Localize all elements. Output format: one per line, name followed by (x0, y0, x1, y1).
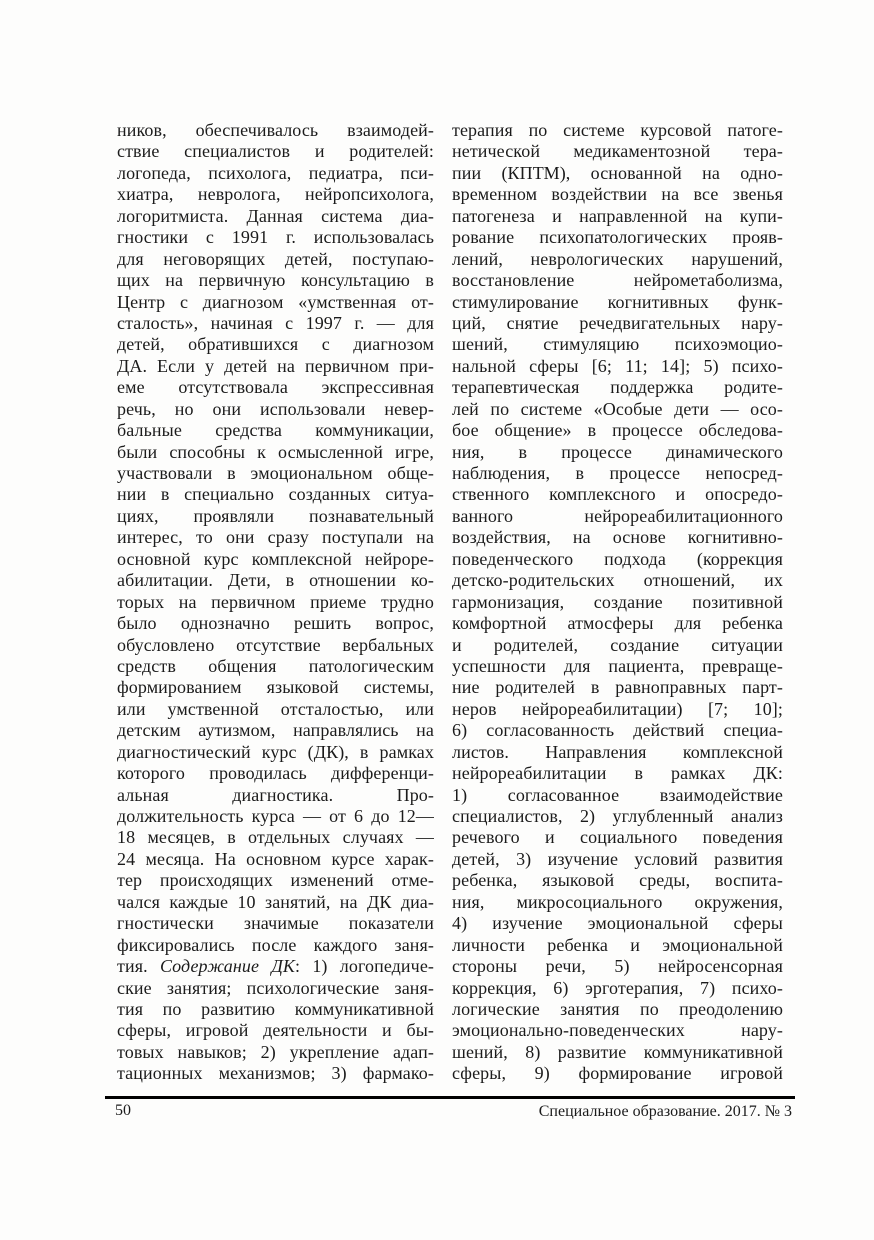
text-line: гармонизация, создание позитивной (452, 591, 783, 612)
text-line: ций, снятие речедвигательных нару- (452, 312, 783, 333)
text-line: стороны речи, 5) нейросенсорная (452, 956, 783, 977)
text-line: неров нейрореабилитации) [7; 10]; (452, 698, 783, 719)
text-line: восстановление нейрометаболизма, (452, 270, 783, 291)
text-line: детей, обратившихся с диагнозом (117, 334, 434, 355)
text-line: ственного комплексного и опосредо- (452, 484, 783, 505)
text-line: 1) согласованное взаимодействие (452, 784, 783, 805)
text-line: альная диагностика. Про- (117, 784, 434, 805)
text-line: ния, микросоциального окружения, (452, 891, 783, 912)
text-line: тационных механизмов; 3) фармако- (117, 1063, 434, 1084)
text-line: листов. Направления комплексной (452, 741, 783, 762)
text-line: нетической медикаментозной тера- (452, 141, 783, 162)
text-line: лений, неврологических нарушений, (452, 248, 783, 269)
text-line: сферы, игровой деятельности и бы- (117, 1020, 434, 1041)
text-line: ников, обеспечивалось взаимодей- (117, 120, 434, 140)
page-number: 50 (115, 1102, 131, 1119)
text-line: успешности для пациента, превраще- (452, 655, 783, 676)
text-line: детско-родительских отношений, их (452, 570, 783, 591)
text-line: были способны к осмысленной игре, (117, 441, 434, 462)
text-line: терапевтическая поддержка родите- (452, 377, 783, 398)
text-line: речь, но они использовали невер- (117, 398, 434, 419)
text-line: стимулирование когнитивных функ- (452, 291, 783, 312)
text-line: нейрореабилитации в рамках ДК: (452, 763, 783, 784)
text-line: хиатра, невролога, нейропсихолога, (117, 184, 434, 205)
text-line: 24 месяца. На основном курсе харак- (117, 848, 434, 869)
text-line: щих на первичную консультацию в (117, 270, 434, 291)
text-line: логопеда, психолога, педиатра, пси- (117, 162, 434, 183)
text-line: рование психопатологических прояв- (452, 227, 783, 248)
text-line: или умственной отсталостью, или (117, 698, 434, 719)
text-line: личности ребенка и эмоциональной (452, 934, 783, 955)
text-line: ские занятия; психологические заня- (117, 977, 434, 998)
text-line: гностически значимые показатели (117, 913, 434, 934)
text-line: было однозначно решить вопрос, (117, 613, 434, 634)
text-line: бое общение» в процессе обследова- (452, 420, 783, 441)
text-line: тия. Содержание ДК: 1) логопедиче- (117, 956, 434, 977)
text-line: еме отсутствовала экспрессивная (117, 377, 434, 398)
text-line: сталость», начиная с 1997 г. — для (117, 312, 434, 333)
text-line: основной курс комплексной нейроре- (117, 548, 434, 569)
text-line: нальной сферы [6; 11; 14]; 5) психо- (452, 355, 783, 376)
text-line: лей по системе «Особые дети — осо- (452, 398, 783, 419)
text-line: 18 месяцев, в отдельных случаях — (117, 827, 434, 848)
text-line: Центр с диагнозом «умственная от- (117, 291, 434, 312)
text-line: специалистов, 2) углубленный анализ (452, 806, 783, 826)
text-line: бальные средства коммуникации, (117, 420, 434, 441)
journal-reference: Специальное образование. 2017. № 3 (538, 1103, 792, 1120)
text-line: патогенеза и направленной на купи- (452, 205, 783, 226)
text-line: ствие специалистов и родителей: (117, 141, 434, 162)
text-line: коррекция, 6) эрготерапия, 7) психо- (452, 977, 783, 998)
text-line: ребенка, языковой среды, воспита- (452, 870, 783, 891)
text-line: шений, 8) развитие коммуникативной (452, 1041, 783, 1062)
text-line: временном воздействии на все звенья (452, 184, 783, 205)
text-line: шений, стимуляцию психоэмоцио- (452, 334, 783, 355)
text-line: 4) изучение эмоциональной сферы (452, 913, 783, 934)
text-line: наблюдения, в процессе непосред- (452, 463, 783, 483)
text-line: детским аутизмом, направлялись на (117, 720, 434, 741)
text-line: ванного нейрореабилитационного (452, 505, 783, 526)
text-line: терапия по системе курсовой патоге- (452, 120, 783, 140)
text-line: тер происходящих изменений отме- (117, 870, 434, 891)
text-line: пии (КПТМ), основанной на одно- (452, 162, 783, 183)
text-line: фиксировались после каждого заня- (117, 934, 434, 955)
text-line: ДА. Если у детей на первичном при- (117, 355, 434, 376)
text-line: ния, в процессе динамического (452, 441, 783, 462)
text-line: торых на первичном приеме трудно (117, 591, 434, 612)
text-line: сферы, 9) формирование игровой (452, 1063, 783, 1084)
text-line: воздействия, на основе когнитивно- (452, 527, 783, 548)
text-line: ние родителей в равноправных парт- (452, 677, 783, 698)
text-line: чался каждые 10 занятий, на ДК диа- (117, 891, 434, 912)
text-line: для неговорящих детей, поступаю- (117, 248, 434, 269)
text-line: и родителей, создание ситуации (452, 634, 783, 655)
text-line: интерес, то они сразу поступали на (117, 527, 434, 548)
text-line: тия по развитию коммуникативной (117, 998, 434, 1019)
text-line: формированием языковой системы, (117, 677, 434, 698)
text-line: 6) согласованность действий специа- (452, 720, 783, 741)
right-column (452, 120, 783, 1085)
text-body (117, 120, 783, 1085)
text-line: комфортной атмосферы для ребенка (452, 613, 783, 634)
text-line: абилитации. Дети, в отношении ко- (117, 570, 434, 591)
text-line: участвовали в эмоциональном обще- (117, 463, 434, 483)
text-line: эмоционально-поведенческих нару- (452, 1020, 783, 1041)
left-column (117, 120, 434, 1085)
text-line: которого проводилась дифференци- (117, 763, 434, 784)
text-line: диагностический курс (ДК), в рамках (117, 741, 434, 762)
text-line: гностики с 1991 г. использовалась (117, 227, 434, 248)
text-line: поведенческого подхода (коррекция (452, 548, 783, 569)
text-line: должительность курса — от 6 до 12— (117, 806, 434, 826)
footer-divider (105, 1096, 795, 1099)
text-line: речевого и социального поведения (452, 827, 783, 848)
text-line: товых навыков; 2) укрепление адап- (117, 1041, 434, 1062)
text-line: детей, 3) изучение условий развития (452, 848, 783, 869)
text-line: обусловлено отсутствие вербальных (117, 634, 434, 655)
text-line: логические занятия по преодолению (452, 998, 783, 1019)
text-line: циях, проявляли познавательный (117, 505, 434, 526)
text-line: нии в специально созданных ситуа- (117, 484, 434, 505)
text-line: средств общения патологическим (117, 655, 434, 676)
text-line: логоритмиста. Данная система диа- (117, 205, 434, 226)
